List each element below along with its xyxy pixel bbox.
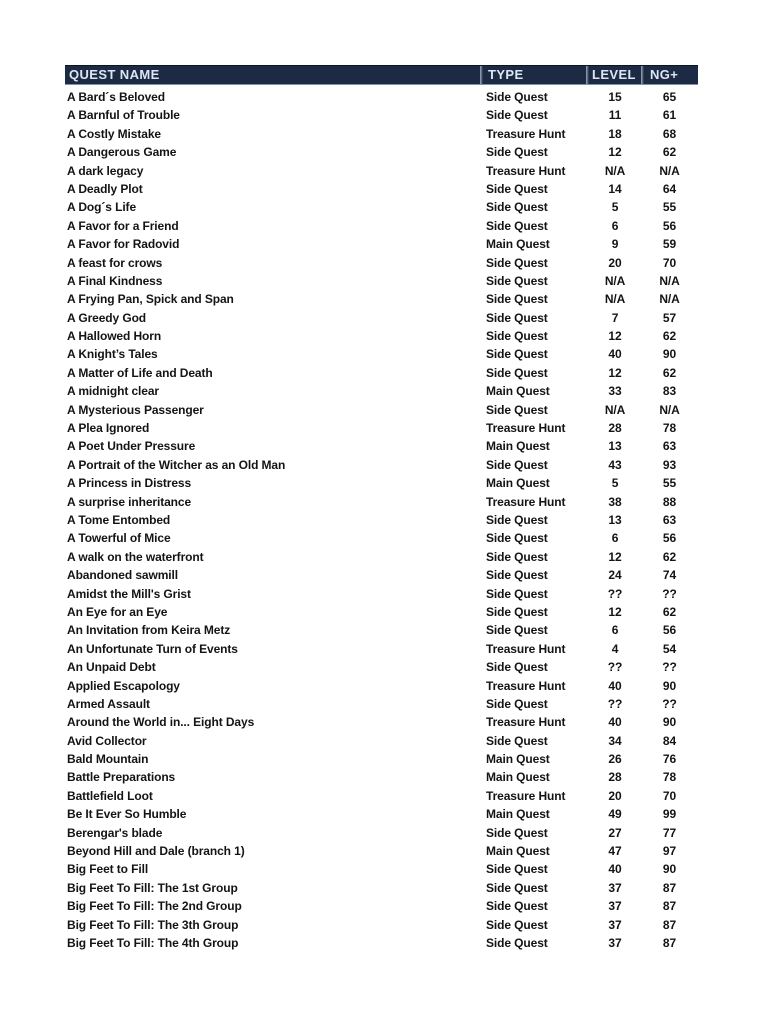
quest-type-cell: Side Quest	[486, 347, 548, 362]
quest-level-cell: 40	[608, 862, 622, 877]
quest-level-cell: 37	[608, 917, 622, 932]
quest-ng-cell: 87	[662, 917, 677, 932]
table-row	[65, 511, 698, 529]
quest-level-cell: 34	[608, 733, 622, 748]
quest-ng-cell: 56	[662, 623, 677, 638]
quest-name-cell: An Unpaid Debt	[67, 660, 156, 675]
quest-level-cell: 12	[608, 604, 622, 619]
table-row	[65, 235, 698, 253]
quest-type-cell: Side Quest	[486, 402, 548, 417]
quest-level-cell: 20	[608, 255, 622, 270]
quest-name-cell: Bald Mountain	[67, 752, 149, 767]
table-row	[65, 695, 698, 713]
quest-ng-cell: 54	[662, 641, 677, 656]
quest-ng-cell: 68	[662, 126, 677, 141]
quest-name-cell: A Princess in Distress	[67, 476, 192, 491]
quest-type-cell: Main Quest	[486, 237, 550, 252]
quest-type-cell: Main Quest	[486, 439, 550, 454]
quest-ng-cell: 64	[662, 181, 677, 196]
quest-ng-cell: 62	[662, 365, 677, 380]
quest-type-cell: Treasure Hunt	[486, 126, 566, 141]
quest-ng-cell: ??	[662, 660, 677, 675]
quest-type-cell: Side Quest	[486, 90, 548, 104]
quest-level-cell: 37	[608, 899, 622, 914]
quest-name-cell: A Bard´s Beloved	[67, 90, 165, 104]
quest-ng-cell: 62	[662, 145, 677, 160]
quest-type-cell: Side Quest	[486, 531, 548, 546]
quest-level-cell: 13	[608, 439, 622, 454]
quest-name-cell: An Invitation from Keira Metz	[67, 623, 231, 638]
quest-name-cell: A Greedy God	[67, 310, 147, 325]
quest-type-cell: Side Quest	[486, 512, 548, 527]
quest-level-cell: 9	[611, 237, 619, 252]
quest-type-cell: Side Quest	[486, 899, 548, 914]
quest-ng-cell: 90	[662, 347, 677, 362]
quest-name-cell: Big Feet To Fill: The 4th Group	[67, 935, 239, 950]
quest-type-cell: Side Quest	[486, 457, 548, 472]
quest-ng-cell: 87	[662, 899, 677, 914]
quest-level-cell: 47	[608, 844, 622, 859]
quest-name-cell: A Costly Mistake	[67, 126, 161, 141]
quest-name-cell: Big Feet To Fill: The 2nd Group	[67, 899, 242, 914]
quest-ng-cell: 87	[662, 880, 677, 895]
quest-type-cell: Side Quest	[486, 604, 548, 619]
quest-level-cell: 4	[611, 641, 619, 656]
quest-level-cell: 43	[608, 457, 622, 472]
quest-type-cell: Side Quest	[486, 218, 548, 233]
table-body	[65, 85, 698, 952]
table-row	[65, 290, 698, 308]
quest-type-cell: Treasure Hunt	[486, 715, 566, 730]
table-row	[65, 419, 698, 437]
quest-name-cell: A Poet Under Pressure	[67, 439, 196, 454]
quest-type-cell: Side Quest	[486, 733, 548, 748]
quest-level-cell: 15	[608, 90, 622, 104]
quest-level-cell: 5	[611, 200, 619, 215]
table-row	[65, 824, 698, 842]
quest-level-cell: ??	[607, 586, 623, 601]
quest-level-cell: 37	[608, 880, 622, 895]
quest-level-cell: 40	[608, 715, 622, 730]
quest-type-cell: Main Quest	[486, 384, 550, 399]
quest-name-cell: Be It Ever So Humble	[67, 807, 187, 822]
quest-name-cell: A Plea Ignored	[67, 421, 150, 436]
quest-ng-cell: N/A	[659, 292, 680, 307]
quest-ng-cell: N/A	[659, 402, 680, 417]
quest-name-cell: Battle Preparations	[67, 770, 176, 785]
quest-type-cell: Side Quest	[486, 108, 548, 123]
quest-ng-cell: 59	[662, 237, 677, 252]
quest-name-cell: A surprise inheritance	[67, 494, 192, 509]
quest-level-cell: 40	[608, 678, 622, 693]
table-row	[65, 529, 698, 547]
quest-ng-cell: 76	[662, 752, 677, 767]
table-row	[65, 603, 698, 621]
table-row	[65, 198, 698, 216]
quest-ng-cell: 77	[662, 825, 677, 840]
quest-level-cell: 12	[608, 145, 622, 160]
quest-ng-cell: N/A	[659, 273, 680, 288]
quest-name-cell: A Hallowed Horn	[67, 329, 162, 344]
table-row	[65, 345, 698, 363]
quest-level-cell: 5	[611, 476, 619, 491]
table-row	[65, 125, 698, 143]
quest-type-cell: Side Quest	[486, 862, 548, 877]
table-row	[65, 309, 698, 327]
table-row	[65, 88, 698, 106]
table-header-row	[65, 65, 698, 85]
quest-ng-cell: 56	[662, 531, 677, 546]
quest-type-cell: Side Quest	[486, 549, 548, 564]
quest-type-cell: Side Quest	[486, 273, 548, 288]
quest-type-cell: Treasure Hunt	[486, 678, 566, 693]
quest-ng-cell: 88	[662, 494, 677, 509]
quest-type-cell: Treasure Hunt	[486, 421, 566, 436]
table-row	[65, 787, 698, 805]
quest-name-cell: A Barnful of Trouble	[67, 108, 180, 123]
quest-type-cell: Main Quest	[486, 844, 550, 859]
quest-type-cell: Treasure Hunt	[486, 163, 566, 178]
quest-type-cell: Main Quest	[486, 476, 550, 491]
quest-ng-cell: 90	[662, 862, 677, 877]
quest-name-cell: A dark legacy	[67, 163, 144, 178]
quest-type-cell: Main Quest	[486, 807, 550, 822]
quest-name-cell: Avid Collector	[67, 733, 147, 748]
quest-level-cell: 13	[608, 512, 622, 527]
quest-name-cell: Big Feet To Fill: The 3th Group	[67, 917, 239, 932]
table-row	[65, 382, 698, 400]
quest-name-cell: A Portrait of the Witcher as an Old Man	[67, 457, 286, 472]
quest-name-cell: A midnight clear	[67, 384, 159, 399]
quest-level-cell: 26	[608, 752, 622, 767]
quest-type-cell: Side Quest	[486, 310, 548, 325]
table-row	[65, 566, 698, 584]
quest-name-cell: A Deadly Plot	[67, 181, 143, 196]
quest-ng-cell: N/A	[659, 163, 680, 178]
table-row	[65, 732, 698, 750]
quest-type-cell: Side Quest	[486, 623, 548, 638]
quest-level-cell: 20	[608, 788, 622, 803]
quest-ng-cell: 87	[662, 935, 677, 950]
quest-name-cell: A feast for crows	[67, 255, 163, 270]
table-row	[65, 677, 698, 695]
table-row	[65, 254, 698, 272]
quest-ng-cell: 55	[662, 200, 677, 215]
quest-type-cell: Side Quest	[486, 586, 548, 601]
table-row	[65, 456, 698, 474]
quest-level-cell: N/A	[604, 273, 626, 288]
quest-ng-cell: 97	[662, 844, 677, 859]
quest-ng-cell: 90	[662, 678, 677, 693]
quest-ng-cell: 63	[662, 439, 677, 454]
quest-type-cell: Side Quest	[486, 329, 548, 344]
quest-level-cell: 24	[608, 568, 622, 583]
table-row	[65, 401, 698, 419]
quest-ng-cell: 74	[662, 568, 677, 583]
quest-type-cell: Main Quest	[486, 770, 550, 785]
quest-type-cell: Side Quest	[486, 660, 548, 675]
quest-type-cell: Side Quest	[486, 880, 548, 895]
quest-name-cell: A Dog´s Life	[67, 200, 137, 215]
quest-ng-cell: 84	[662, 733, 677, 748]
quest-level-cell: 6	[611, 218, 619, 233]
quest-ng-cell: 70	[662, 255, 677, 270]
quest-level-cell: 14	[608, 181, 622, 196]
quest-ng-cell: 78	[662, 421, 677, 436]
table-row	[65, 860, 698, 878]
quest-ng-cell: 56	[662, 218, 677, 233]
quest-name-cell: An Unfortunate Turn of Events	[67, 641, 238, 656]
table-row	[65, 621, 698, 639]
quest-level-cell: 12	[608, 549, 622, 564]
quest-name-cell: Around the World in... Eight Days	[67, 715, 255, 730]
quest-type-cell: Side Quest	[486, 825, 548, 840]
quest-level-cell: ??	[607, 660, 623, 675]
quest-name-cell: Beyond Hill and Dale (branch 1)	[67, 844, 245, 859]
quest-level-cell: 12	[608, 329, 622, 344]
column-header-type: TYPE	[488, 67, 524, 82]
quest-table	[65, 65, 698, 952]
quest-name-cell: A Mysterious Passenger	[67, 402, 204, 417]
quest-name-cell: Big Feet to Fill	[67, 862, 149, 877]
table-row	[65, 364, 698, 382]
quest-type-cell: Side Quest	[486, 696, 548, 711]
quest-level-cell: 49	[608, 807, 622, 822]
quest-level-cell: 37	[608, 935, 622, 950]
table-row	[65, 585, 698, 603]
quest-type-cell: Treasure Hunt	[486, 494, 566, 509]
table-row	[65, 180, 698, 198]
quest-ng-cell: 62	[662, 549, 677, 564]
quest-level-cell: 7	[611, 310, 619, 325]
quest-level-cell: 28	[608, 421, 622, 436]
quest-type-cell: Treasure Hunt	[486, 641, 566, 656]
quest-name-cell: A Dangerous Game	[67, 145, 177, 160]
quest-ng-cell: 62	[662, 604, 677, 619]
table-row	[65, 879, 698, 897]
quest-name-cell: Berengar's blade	[67, 825, 163, 840]
quest-type-cell: Side Quest	[486, 181, 548, 196]
quest-ng-cell: 90	[662, 715, 677, 730]
quest-level-cell: 6	[611, 531, 619, 546]
quest-level-cell: 18	[608, 126, 622, 141]
quest-ng-cell: ??	[662, 586, 677, 601]
quest-name-cell: A walk on the waterfront	[67, 549, 204, 564]
quest-ng-cell: 83	[662, 384, 677, 399]
quest-type-cell: Side Quest	[486, 365, 548, 380]
table-row	[65, 217, 698, 235]
quest-type-cell: Main Quest	[486, 752, 550, 767]
quest-ng-cell: 62	[662, 329, 677, 344]
table-row	[65, 548, 698, 566]
quest-name-cell: A Frying Pan, Spick and Span	[67, 292, 234, 307]
table-row	[65, 327, 698, 345]
quest-level-cell: N/A	[604, 402, 626, 417]
table-row	[65, 106, 698, 124]
quest-ng-cell: 57	[662, 310, 677, 325]
quest-name-cell: Amidst the Mill's Grist	[67, 586, 191, 601]
column-header-level: LEVEL	[592, 67, 636, 82]
quest-name-cell: A Final Kindness	[67, 273, 163, 288]
quest-level-cell: ??	[607, 696, 623, 711]
quest-name-cell: Armed Assault	[67, 696, 150, 711]
table-row	[65, 474, 698, 492]
table-row	[65, 750, 698, 768]
quest-ng-cell: 63	[662, 512, 677, 527]
quest-name-cell: A Favor for a Friend	[67, 218, 179, 233]
quest-name-cell: A Favor for Radovid	[67, 237, 180, 252]
table-row	[65, 143, 698, 161]
table-row	[65, 437, 698, 455]
table-row	[65, 805, 698, 823]
table-row	[65, 658, 698, 676]
quest-name-cell: A Tome Entombed	[67, 512, 171, 527]
quest-level-cell: N/A	[604, 163, 626, 178]
quest-type-cell: Side Quest	[486, 568, 548, 583]
quest-type-cell: Side Quest	[486, 255, 548, 270]
table-row	[65, 493, 698, 511]
quest-name-cell: Applied Escapology	[67, 678, 180, 693]
quest-level-cell: 6	[611, 623, 619, 638]
quest-name-cell: Big Feet To Fill: The 1st Group	[67, 880, 238, 895]
quest-type-cell: Side Quest	[486, 917, 548, 932]
column-header-quest-name: QUEST NAME	[69, 67, 160, 82]
quest-ng-cell: 65	[662, 90, 677, 104]
quest-level-cell: 28	[608, 770, 622, 785]
quest-type-cell: Side Quest	[486, 292, 548, 307]
quest-name-cell: A Knight’s Tales	[67, 347, 158, 362]
quest-type-cell: Side Quest	[486, 145, 548, 160]
table-row	[65, 640, 698, 658]
quest-ng-cell: 93	[662, 457, 677, 472]
quest-level-cell: 38	[608, 494, 622, 509]
quest-level-cell: 12	[608, 365, 622, 380]
quest-ng-cell: 61	[662, 108, 677, 123]
quest-name-cell: A Towerful of Mice	[67, 531, 171, 546]
quest-type-cell: Treasure Hunt	[486, 788, 566, 803]
quest-ng-cell: 99	[662, 807, 677, 822]
quest-name-cell: Battlefield Loot	[67, 788, 153, 803]
table-row	[65, 272, 698, 290]
quest-level-cell: 27	[608, 825, 622, 840]
quest-ng-cell: 78	[662, 770, 677, 785]
quest-type-cell: Side Quest	[486, 935, 548, 950]
quest-level-cell: 11	[608, 108, 622, 123]
quest-level-cell: N/A	[604, 292, 626, 307]
quest-ng-cell: 70	[662, 788, 677, 803]
quest-type-cell: Side Quest	[486, 200, 548, 215]
quest-ng-cell: 55	[662, 476, 677, 491]
quest-name-cell: An Eye for an Eye	[67, 604, 168, 619]
column-header-ng-plus: NG+	[650, 67, 679, 82]
quest-name-cell: A Matter of Life and Death	[67, 365, 213, 380]
table-row	[65, 713, 698, 731]
table-row	[65, 897, 698, 915]
quest-name-cell: Abandoned sawmill	[67, 568, 178, 583]
table-row	[65, 162, 698, 180]
table-row	[65, 768, 698, 786]
quest-level-cell: 40	[608, 347, 622, 362]
quest-level-cell: 33	[608, 384, 622, 399]
quest-ng-cell: ??	[662, 696, 677, 711]
table-row	[65, 916, 698, 934]
table-row	[65, 934, 698, 952]
table-row	[65, 842, 698, 860]
